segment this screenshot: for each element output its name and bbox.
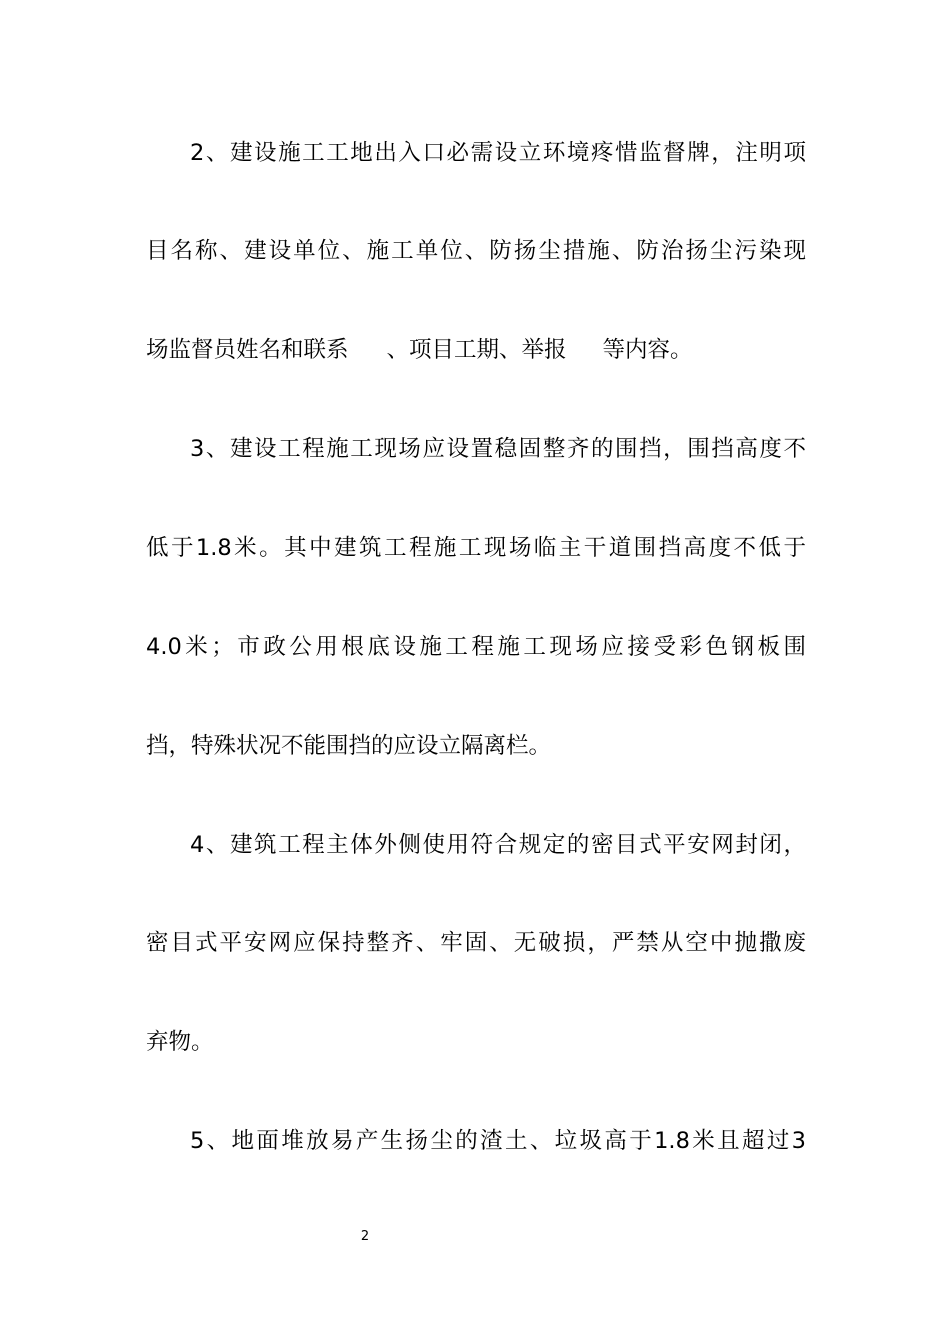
paragraph-2-line-1: 2、建设施工工地出入口必需设立环境疼惜监督牌，注明项 (190, 140, 806, 166)
paragraph-2-line-2: 目名称、建设单位、施工单位、防扬尘措施、防治扬尘污染现 (146, 238, 806, 264)
paragraph-3-line-3: 4.0米；市政公用根底设施工程施工现场应接受彩色钢板围 (146, 634, 806, 660)
paragraph-4-line-3: 弃物。 (146, 1029, 214, 1055)
paragraph-4-line-2: 密目式平安网应保持整齐、牢固、无破损，严禁从空中抛撒废 (146, 930, 806, 956)
period-report-text: 、项目工期、举报 (386, 337, 567, 363)
page-number: 2 (360, 1229, 370, 1244)
paragraph-3-line-1: 3、建设工程施工现场应设置稳固整齐的围挡，围挡高度不 (190, 436, 806, 462)
paragraph-5-line-1: 5、地面堆放易产生扬尘的渣土、垃圾高于1.8米且超过3 (190, 1128, 806, 1154)
paragraph-4-line-1: 4、建筑工程主体外侧使用符合规定的密目式平安网封闭， (190, 832, 806, 858)
contact-text: 场监督员姓名和联系 (146, 337, 349, 363)
paragraph-2-line-3 (146, 330, 806, 370)
paragraph-3-line-2: 低于1.8米。其中建筑工程施工现场临主干道围挡高度不低于 (146, 535, 806, 561)
ending-text: 等内容。 (602, 337, 693, 363)
paragraph-3-line-4: 挡，特殊状况不能围挡的应设立隔离栏。 (146, 733, 552, 759)
